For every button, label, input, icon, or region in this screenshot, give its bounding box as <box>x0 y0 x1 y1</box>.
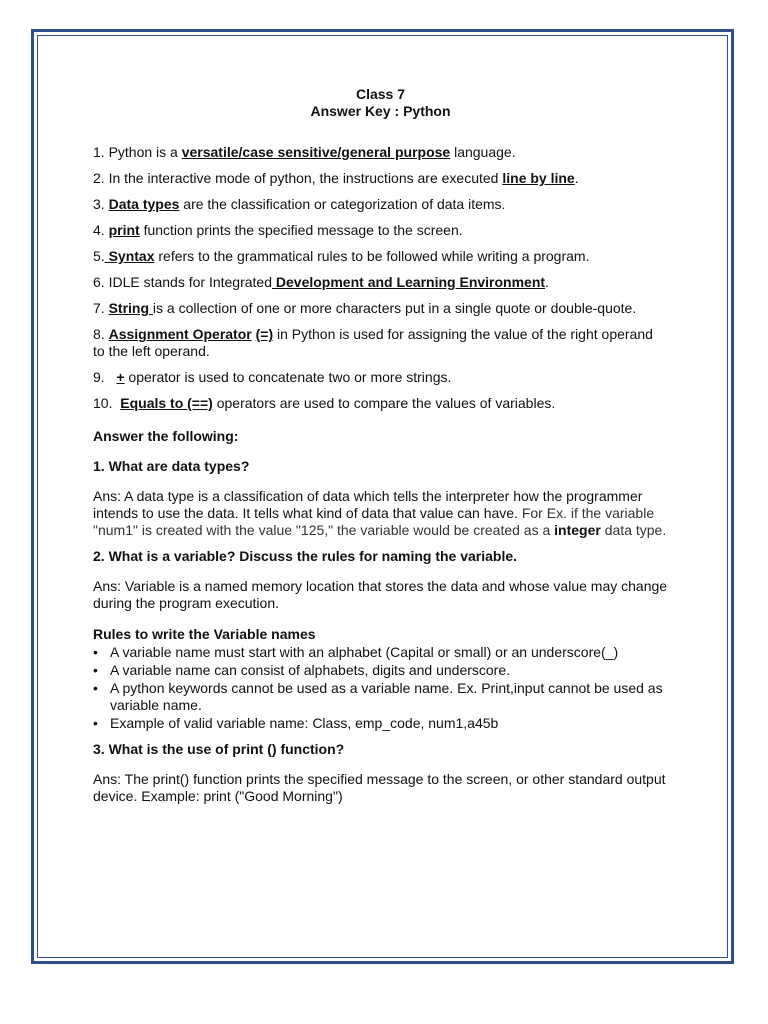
question-3: 3. What is the use of print () function? <box>93 741 345 757</box>
fill-blank-item-3: 3. Data types are the classification or categorization of data items. <box>93 196 506 212</box>
fill-blank-item-2: 2. In the interactive mode of python, the instructions are executed line by line. <box>93 170 579 186</box>
answer-3: Data types <box>108 196 180 212</box>
fill-blank-item-8: 8. Assignment Operator (=) in Python is used for assigning the value of the right operand to the left operand. <box>93 326 653 359</box>
fill-blank-item-5: 5. Syntax refers to the grammatical rules to be followed while writing a program. <box>93 248 590 264</box>
answer-10: Equals to (==) <box>120 395 213 411</box>
section-heading: Answer the following: <box>93 428 239 444</box>
fill-blank-item-9: 9. + operator is used to concatenate two or more strings. <box>93 369 452 385</box>
fill-blank-item-1: 1. Python is a versatile/case sensitive/general purpose language. <box>93 144 516 160</box>
answer-8: Assignment Operator <box>108 326 252 342</box>
bullet-icon: • <box>93 715 98 731</box>
bullet-icon: • <box>93 644 98 660</box>
list-item: • Example of valid variable name: Class, emp_code, num1,a45b <box>93 715 499 731</box>
answer-1: versatile/case sensitive/general purpose <box>181 144 451 160</box>
answer-2-text: Ans: Variable is a named memory location that stores the data and whose value may change during the program execution. <box>93 578 668 611</box>
answer-6: Development and Learning Environment <box>272 274 546 290</box>
list-item: • A python keywords cannot be used as a variable name. Ex. Print,input cannot be used as variable name. <box>93 680 663 713</box>
answer-1-text: Ans: A data type is a classification of data which tells the interpreter how the programmer intends to use the data. It tells what kind of data that value can have. For Ex. if the variable "num1" is created with the value "125," the variable would be created as a integer data type. <box>93 488 667 538</box>
answer-1-bold-term: integer <box>554 522 601 538</box>
bullet-icon: • <box>93 662 98 678</box>
fill-blank-item-6: 6. IDLE stands for Integrated Development and Learning Environment. <box>93 274 549 290</box>
question-2: 2. What is a variable? Discuss the rules for naming the variable. <box>93 548 518 564</box>
answer-3-text: Ans: The print() function prints the specified message to the screen, or other standard output device. Example: print ("Good Morning") <box>93 771 666 804</box>
list-item: • A variable name must start with an alphabet (Capital or small) or an underscore(_) <box>93 644 619 660</box>
document-header <box>93 86 668 120</box>
answer-key-title: Answer Key : Python <box>310 103 451 119</box>
fill-blank-item-7: 7. String is a collection of one or more characters put in a single quote or double-quote. <box>93 300 637 316</box>
list-item: • A variable name can consist of alphabets, digits and underscore. <box>93 662 511 678</box>
question-1: 1. What are data types? <box>93 458 250 474</box>
answer-5: Syntax <box>104 248 155 264</box>
fill-blanks-list <box>93 144 668 412</box>
answer-4: print <box>108 222 140 238</box>
document-body <box>93 86 668 814</box>
answer-7: String <box>108 300 153 316</box>
answer-2: line by line <box>502 170 575 186</box>
answer-9: + <box>116 369 125 385</box>
answer-8-symbol: (=) <box>255 326 274 342</box>
rules-heading: Rules to write the Variable names <box>93 626 316 642</box>
class-title: Class 7 <box>355 86 406 102</box>
rules-list <box>93 644 668 732</box>
bullet-icon: • <box>93 680 98 696</box>
fill-blank-item-4: 4. print function prints the specified message to the screen. <box>93 222 463 238</box>
fill-blank-item-10: 10. Equals to (==) operators are used to compare the values of variables. <box>93 395 556 411</box>
